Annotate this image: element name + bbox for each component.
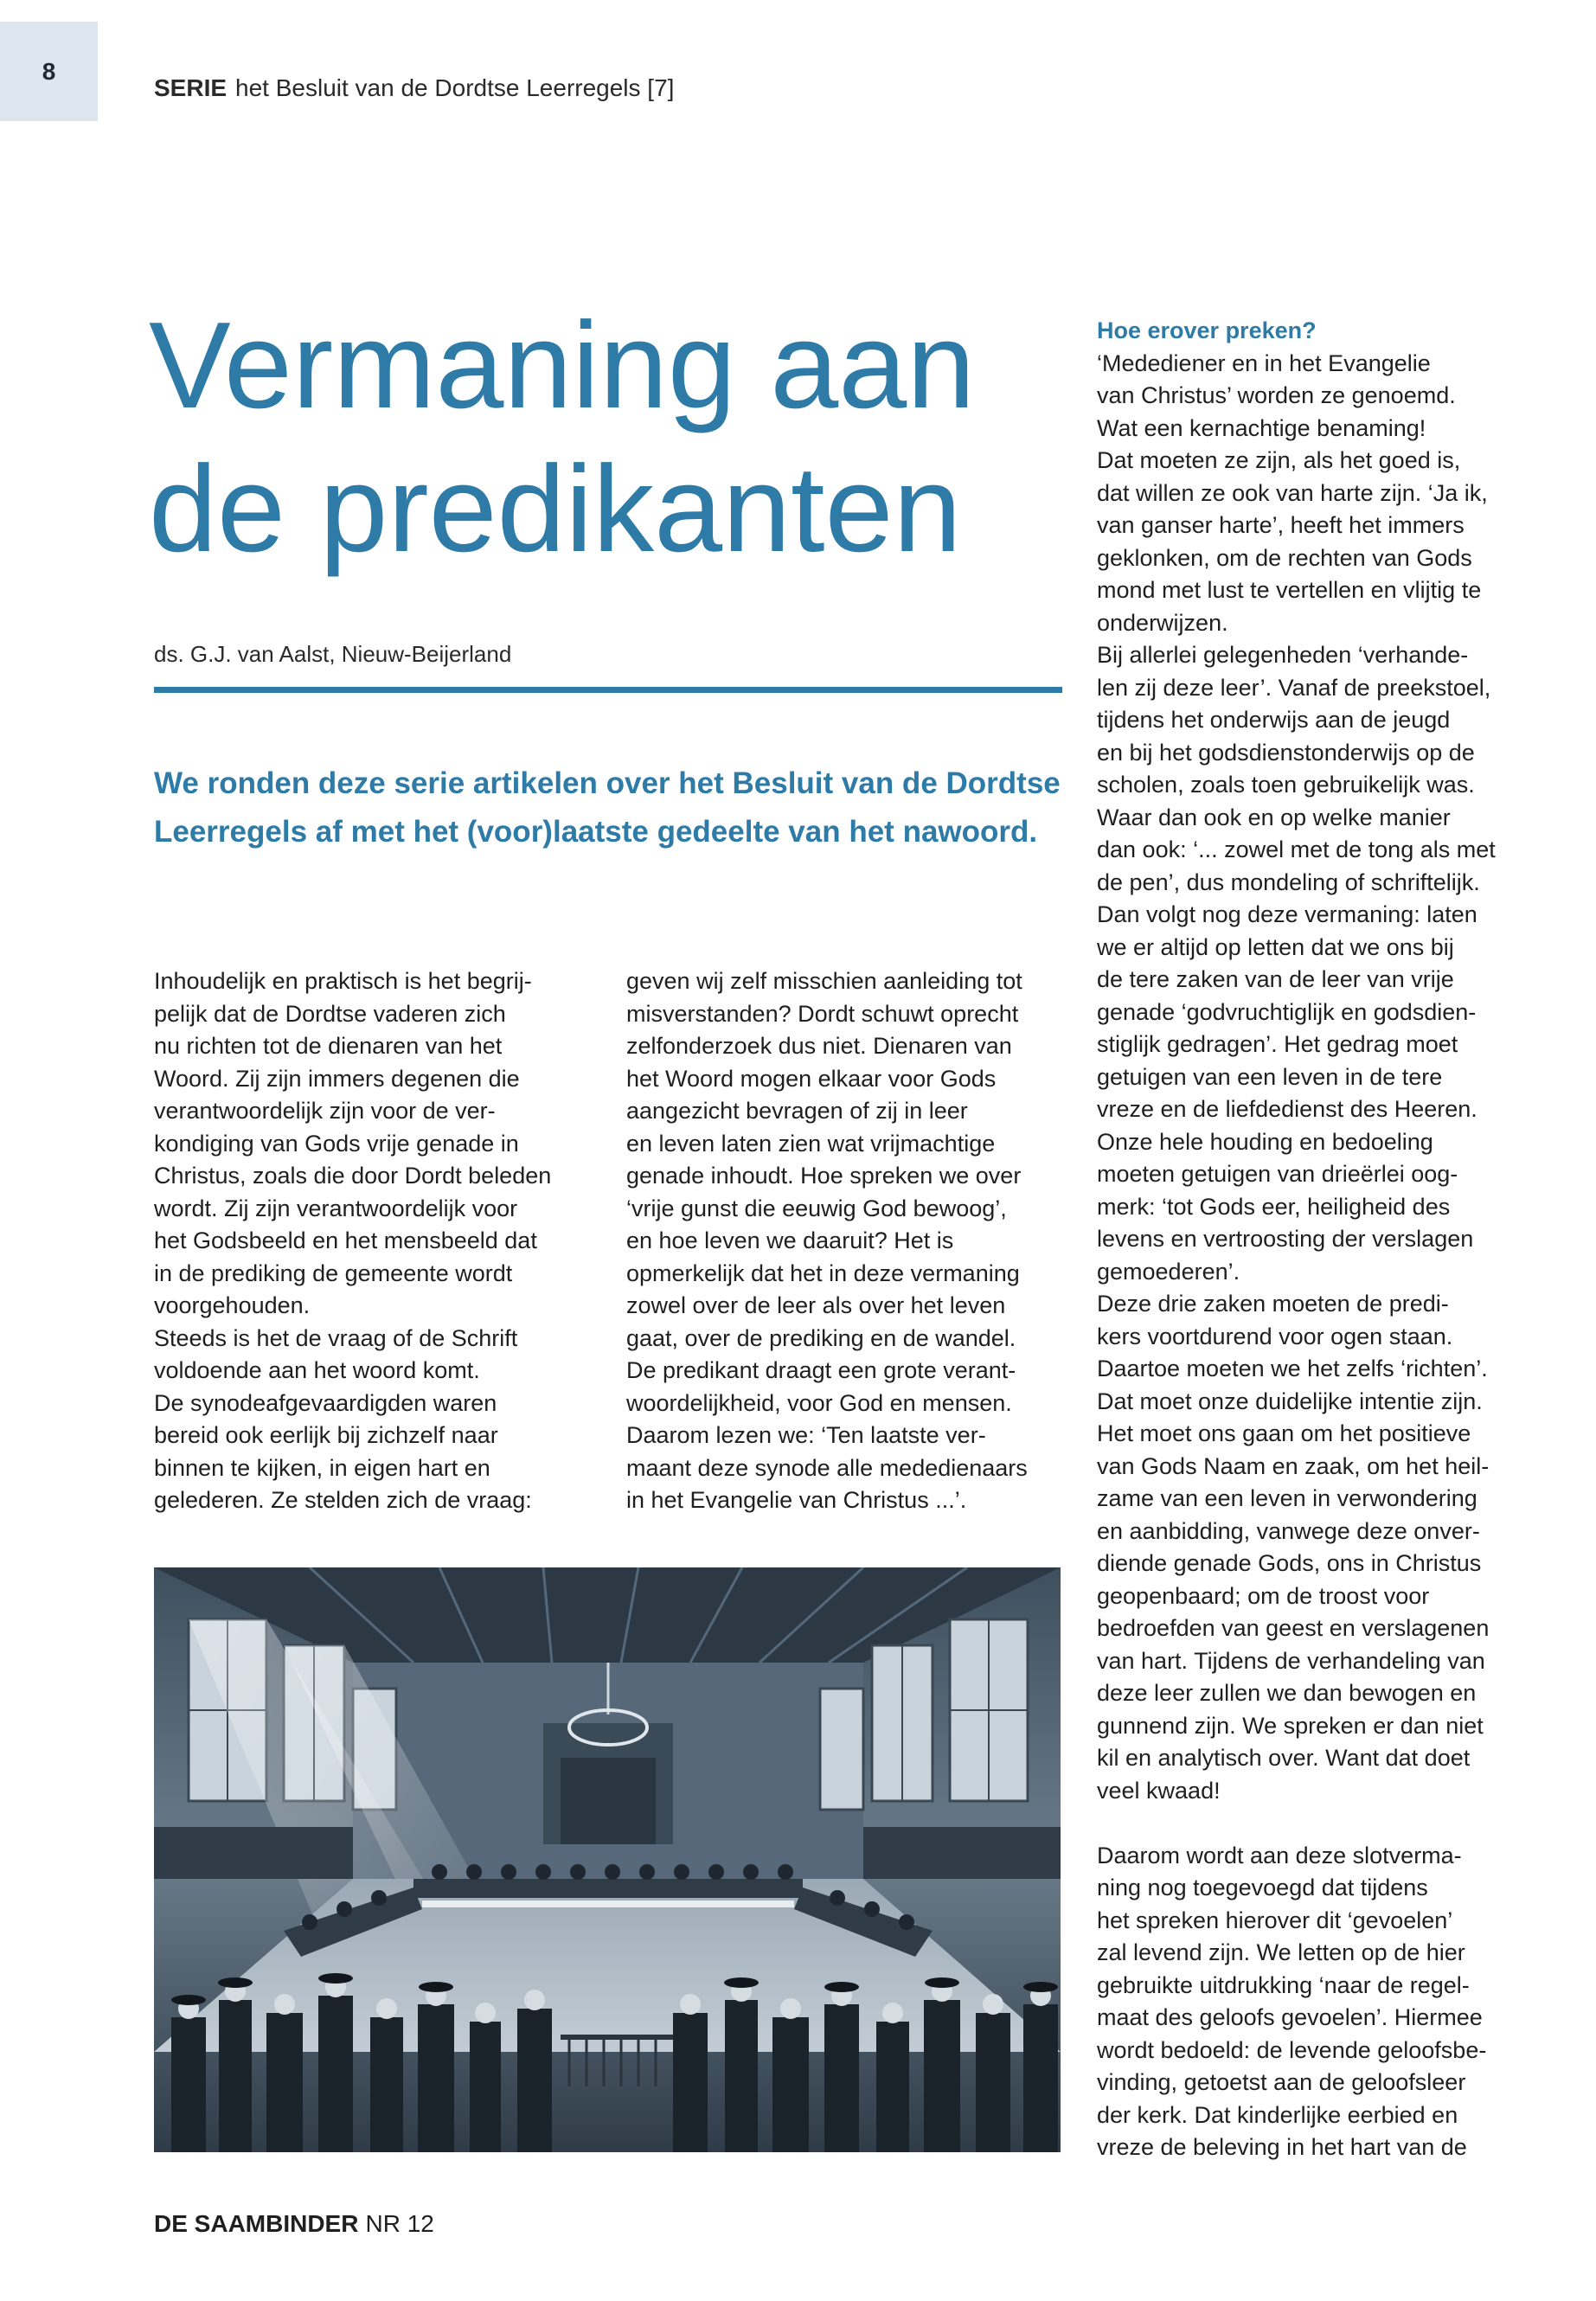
text-line: veel kwaad!	[1097, 1777, 1221, 1804]
text-line: van hart. Tijdens de verhandeling van	[1097, 1647, 1485, 1674]
text-line: en hoe leven we daaruit? Het is	[626, 1227, 954, 1253]
text-line: Christus, zoals die door Dordt beleden	[154, 1163, 552, 1189]
title-divider	[154, 687, 1062, 693]
running-header	[154, 74, 674, 102]
series-label: SERIE	[154, 74, 228, 101]
text-line: in de prediking de gemeente wordt	[154, 1259, 513, 1286]
page-number-tab	[0, 22, 98, 121]
footer	[154, 2210, 434, 2238]
text-line: Het moet ons gaan om het positieve	[1097, 1420, 1471, 1446]
text-line: levens en vertroosting der verslagen	[1097, 1226, 1474, 1252]
column-3-part-2	[1097, 1840, 1573, 2164]
text-line: de tere zaken van de leer van vrije	[1097, 966, 1454, 992]
text-line: mond met lust te vertellen en vlijtig te	[1097, 577, 1482, 603]
article-title-line-2: de predikanten	[149, 440, 962, 578]
text-line: gaat, over de prediking en de wandel.	[626, 1324, 1016, 1351]
text-line: Daarom lezen we: ‘Ten laatste ver-	[626, 1422, 986, 1448]
text-line: gunnend zijn. We spreken er dan niet	[1097, 1712, 1484, 1739]
text-line: scholen, zoals toen gebruikelijk was.	[1097, 772, 1475, 798]
text-line: gebruikte uitdrukking ‘naar de regel-	[1097, 1971, 1470, 1998]
text-line: kondiging van Gods vrije genade in	[154, 1130, 519, 1157]
text-line: en aanbidding, vanwege deze onver-	[1097, 1517, 1480, 1544]
text-line: Dat moeten ze zijn, als het goed is,	[1097, 447, 1461, 473]
text-line: deze leer zullen we dan bewogen en	[1097, 1680, 1477, 1706]
column-3-part-1	[1097, 348, 1573, 1808]
text-line: ning nog toegevoegd dat tijdens	[1097, 1875, 1428, 1900]
text-line: van Gods Naam en zaak, om het heil-	[1097, 1452, 1490, 1479]
text-line: zowel over de leer als over het leven	[626, 1292, 1006, 1318]
text-line: len zij deze leer’. Vanaf de preekstoel,	[1097, 674, 1491, 701]
text-line: geklonken, om de rechten van Gods	[1097, 544, 1472, 571]
body-column-2	[626, 965, 1076, 1517]
text-line: diende genade Gods, ons in Christus	[1097, 1550, 1482, 1576]
text-line: woordelijkheid, voor God en mensen.	[626, 1389, 1012, 1416]
text-line: opmerkelijk dat het in deze vermaning	[626, 1259, 1020, 1286]
text-line: bereid ook eerlijk bij zichzelf naar	[154, 1422, 498, 1448]
text-line: ‘Medediener en in het Evangelie	[1097, 349, 1431, 376]
text-line: onderwijzen.	[1097, 609, 1228, 636]
text-line: misverstanden? Dordt schuwt oprecht	[626, 1000, 1019, 1027]
page-number: 8	[42, 57, 56, 85]
text-line: dan ook: ‘... zowel met de tong als met	[1097, 836, 1496, 862]
text-line: voldoende aan het woord komt.	[154, 1357, 480, 1383]
text-line: Waar dan ook en op welke manier	[1097, 804, 1451, 830]
synod-of-dordrecht-engraving	[154, 1567, 1061, 2152]
text-line: kers voortdurend voor ogen staan.	[1097, 1323, 1453, 1349]
text-line: dat willen ze ook van harte zijn. ‘Ja ik,	[1097, 479, 1488, 506]
text-line: Inhoudelijk en praktisch is het begrij-	[154, 968, 532, 994]
text-line: getuigen van een leven in de tere	[1097, 1063, 1443, 1090]
text-line: Dat moet onze duidelijke intentie zijn.	[1097, 1388, 1483, 1414]
text-line: Daarom wordt aan deze slotverma-	[1097, 1842, 1462, 1868]
text-line: het Godsbeeld en het mensbeeld dat	[154, 1227, 537, 1253]
text-line: binnen te kijken, in eigen hart en	[154, 1454, 490, 1481]
text-line: Steeds is het de vraag of de Schrift	[154, 1324, 518, 1351]
text-line: zelfonderzoek dus niet. Dienaren van	[626, 1033, 1012, 1059]
text-line: ‘vrije gunst die eeuwig God bewoog’,	[626, 1195, 1007, 1221]
body-column-1	[154, 965, 604, 1517]
text-line: zal levend zijn. We letten op de hier	[1097, 1939, 1465, 1965]
text-line: genade ‘godvruchtiglijk en godsdien-	[1097, 998, 1477, 1025]
text-line: Dan volgt nog deze vermaning: laten	[1097, 901, 1477, 927]
article-title	[149, 294, 1066, 581]
text-line: bedroefden van geest en verslagenen	[1097, 1615, 1490, 1641]
text-line: vreze en de liefdedienst des Heeren.	[1097, 1096, 1477, 1122]
text-line: en bij het godsdienstonderwijs op de	[1097, 739, 1475, 766]
text-line: in het Evangelie van Christus ...’.	[626, 1487, 967, 1513]
text-line: Daartoe moeten we het zelfs ‘richten’.	[1097, 1356, 1488, 1381]
text-line: nu richten tot de dienaren van het	[154, 1033, 503, 1059]
text-line: genade inhoudt. Hoe spreken we over	[626, 1163, 1022, 1189]
text-line: De synodeafgevaardigden waren	[154, 1389, 497, 1416]
text-line: tijdens het onderwijs aan de jeugd	[1097, 707, 1451, 733]
text-line: Bij allerlei gelegenheden ‘verhande-	[1097, 642, 1469, 668]
text-line: maant deze synode alle mededienaars	[626, 1454, 1028, 1481]
text-line: van Christus’ worden ze genoemd.	[1097, 382, 1456, 408]
text-line: wordt bedoeld: de levende geloofsbe-	[1097, 2036, 1487, 2063]
text-line: Wat een kernachtige benaming!	[1097, 414, 1426, 441]
text-line: kil en analytisch over. Want dat doet	[1097, 1745, 1471, 1771]
text-line: pelijk dat de Dordtse vaderen zich	[154, 1000, 506, 1027]
text-line: moeten getuigen van drieërlei oog-	[1097, 1161, 1458, 1187]
text-line: gemoederen’.	[1097, 1258, 1240, 1285]
text-line: vinding, getoetst aan de geloofsleer	[1097, 2069, 1466, 2095]
text-line: wordt. Zij zijn verantwoordelijk voor	[154, 1195, 518, 1221]
issue-number: NR 12	[365, 2210, 434, 2237]
body-column-3	[1097, 315, 1573, 2164]
text-line: maat des geloofs gevoelen’. Hiermee	[1097, 2004, 1483, 2030]
byline: ds. G.J. van Aalst, Nieuw-Beijerland	[154, 641, 512, 667]
text-line: stiglijk gedragen’. Het gedrag moet	[1097, 1031, 1458, 1057]
text-line: geopenbaard; om de troost voor	[1097, 1582, 1430, 1609]
magazine-name: DE SAAMBINDER	[154, 2210, 359, 2237]
text-line: verantwoordelijk zijn voor de ver-	[154, 1098, 496, 1124]
text-line: het spreken hierover dit ‘gevoelen’	[1097, 1907, 1453, 1933]
text-line: De predikant draagt een grote verant-	[626, 1357, 1016, 1383]
text-line: Woord. Zij zijn immers degenen die	[154, 1065, 520, 1092]
text-line: gelederen. Ze stelden zich de vraag:	[154, 1487, 532, 1513]
paragraph-gap	[1097, 1807, 1573, 1840]
section-subheading: Hoe erover preken?	[1097, 317, 1317, 343]
lead-paragraph: We ronden deze serie artikelen over het Besluit van de Dordtse Leerregels af met het (voor)laatste gedeelte van het nawoord.	[154, 766, 1061, 849]
text-line: zame van een leven in verwondering	[1097, 1485, 1477, 1511]
text-line: merk: ‘tot Gods eer, heiligheid des	[1097, 1193, 1451, 1220]
text-line: Onze hele houding en bedoeling	[1097, 1128, 1433, 1155]
text-line: vreze de beleving in het hart van de	[1097, 2134, 1467, 2160]
text-line: we er altijd op letten dat we ons bij	[1097, 933, 1454, 960]
text-line: de pen’, dus mondeling of schriftelijk.	[1097, 868, 1480, 895]
text-line: en leven laten zien wat vrijmachtige	[626, 1130, 996, 1157]
text-line: aangezicht bevragen of zij in leer	[626, 1098, 968, 1124]
article-title-line-1: Vermaning aan	[149, 297, 976, 434]
text-line: van ganser harte’, heeft het immers	[1097, 512, 1465, 538]
text-line: het Woord mogen elkaar voor Gods	[626, 1065, 997, 1092]
text-line: geven wij zelf misschien aanleiding tot	[626, 968, 1022, 994]
text-line: der kerk. Dat kinderlijke eerbied en	[1097, 2101, 1458, 2128]
synod-hall-illustration	[154, 1567, 1061, 2152]
text-line: Deze drie zaken moeten de predi-	[1097, 1291, 1449, 1317]
text-line: voorgehouden.	[154, 1292, 311, 1318]
series-title: het Besluit van de Dordtse Leerregels [7]	[235, 74, 675, 101]
